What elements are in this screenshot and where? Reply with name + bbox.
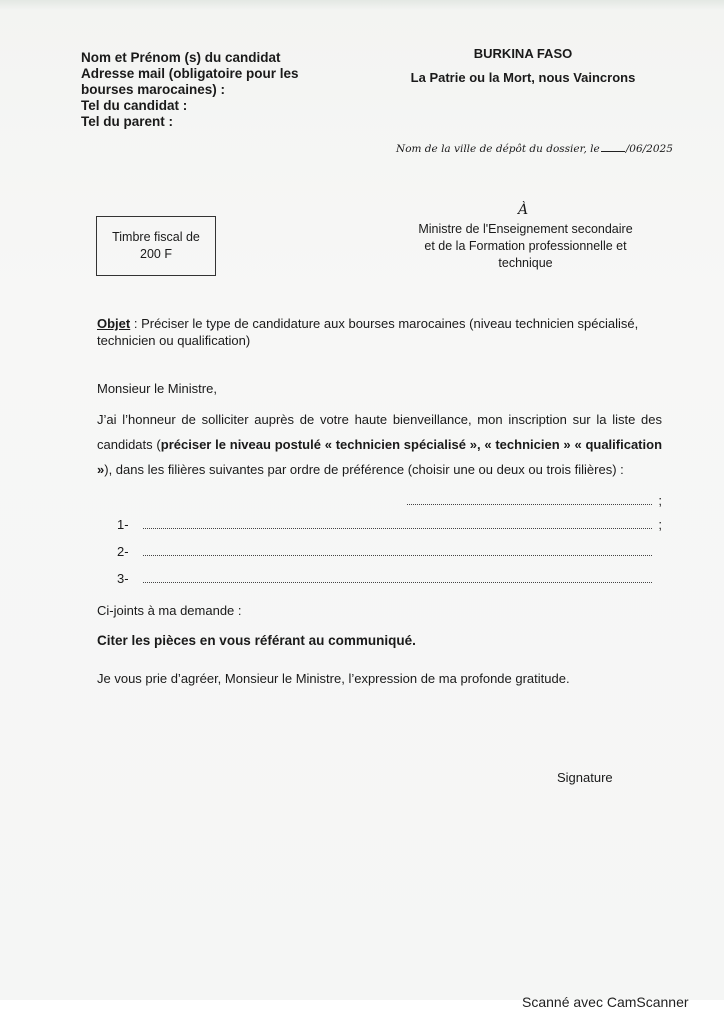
- day-blank: [601, 151, 625, 152]
- paragraph-part-2: ), dans les filières suivantes par ordre de préférence (choisir une ou deux ou trois filières) :: [104, 462, 624, 477]
- intro-tail: ;: [658, 493, 662, 508]
- place-date-line: [396, 143, 673, 155]
- parent-phone-label: Tel du parent :: [81, 114, 174, 129]
- paragraph-part-1: J’ai l’honneur de solliciter auprès de votre haute bienveillance, mon inscription sur la liste des candidats (: [97, 412, 662, 452]
- choice-line-3: [97, 571, 662, 586]
- candidate-phone-label: Tel du candidat :: [81, 98, 188, 113]
- choice-line-2: [97, 544, 662, 559]
- choice-number: 3-: [117, 571, 129, 586]
- recipient-line-3: technique: [498, 256, 553, 270]
- choice-line-1: [97, 517, 662, 532]
- choice-number: 2-: [117, 544, 129, 559]
- fiscal-stamp-box: [96, 216, 216, 276]
- country-block: [398, 42, 648, 90]
- stamp-amount: 200 F: [140, 247, 172, 261]
- email-label: Adresse mail (obligatoire pour les: [81, 66, 299, 81]
- signature-label: Signature: [557, 770, 613, 785]
- recipient-a: À: [518, 202, 529, 218]
- choice-dots: [143, 544, 652, 556]
- attachments-intro: Ci-joints à ma demande :: [97, 603, 242, 618]
- subject-text: : Préciser le type de candidature aux bourses marocaines (niveau technicien spécialisé, technicien ou qualification): [97, 316, 639, 348]
- closing-formula: Je vous prie d’agréer, Monsieur le Ministre, l’expression de ma profonde gratitude.: [97, 671, 570, 686]
- national-motto: La Patrie ou la Mort, nous Vaincrons: [410, 70, 636, 85]
- country-name: BURKINA FASO: [473, 46, 573, 61]
- choice-number: 1-: [117, 517, 129, 532]
- subject-label: Objet: [97, 316, 131, 331]
- attachments-instruction: Citer les pièces en vous référant au communiqué.: [97, 633, 416, 648]
- request-paragraph: [97, 407, 662, 482]
- intro-dotted-line: [97, 493, 662, 508]
- intro-dots: [407, 493, 652, 505]
- choice-dots: [143, 517, 652, 529]
- subject-line: [97, 315, 662, 349]
- choice-tail: ;: [658, 517, 662, 532]
- place-date-prefix: Nom de la ville de dépôt du dossier, le: [396, 143, 600, 155]
- candidate-info-block: [81, 50, 331, 130]
- stamp-label: Timbre fiscal de: [112, 230, 200, 244]
- place-date-suffix: /06/2025: [625, 143, 673, 155]
- choice-dots: [143, 571, 652, 583]
- salutation: Monsieur le Ministre,: [97, 381, 217, 396]
- scanner-watermark: Scanné avec CamScanner: [522, 994, 689, 1010]
- candidate-name-label: Nom et Prénom (s) du candidat: [81, 50, 281, 65]
- recipient-block: [398, 221, 653, 272]
- email-label-cont: bourses marocaines) :: [81, 82, 226, 97]
- recipient-line-1: Ministre de l'Enseignement secondaire: [418, 222, 633, 236]
- recipient-line-2: et de la Formation professionnelle et: [424, 239, 627, 253]
- paragraph-bold: préciser le niveau postulé « technicien spécialisé », « technicien » « qualification »: [97, 437, 663, 477]
